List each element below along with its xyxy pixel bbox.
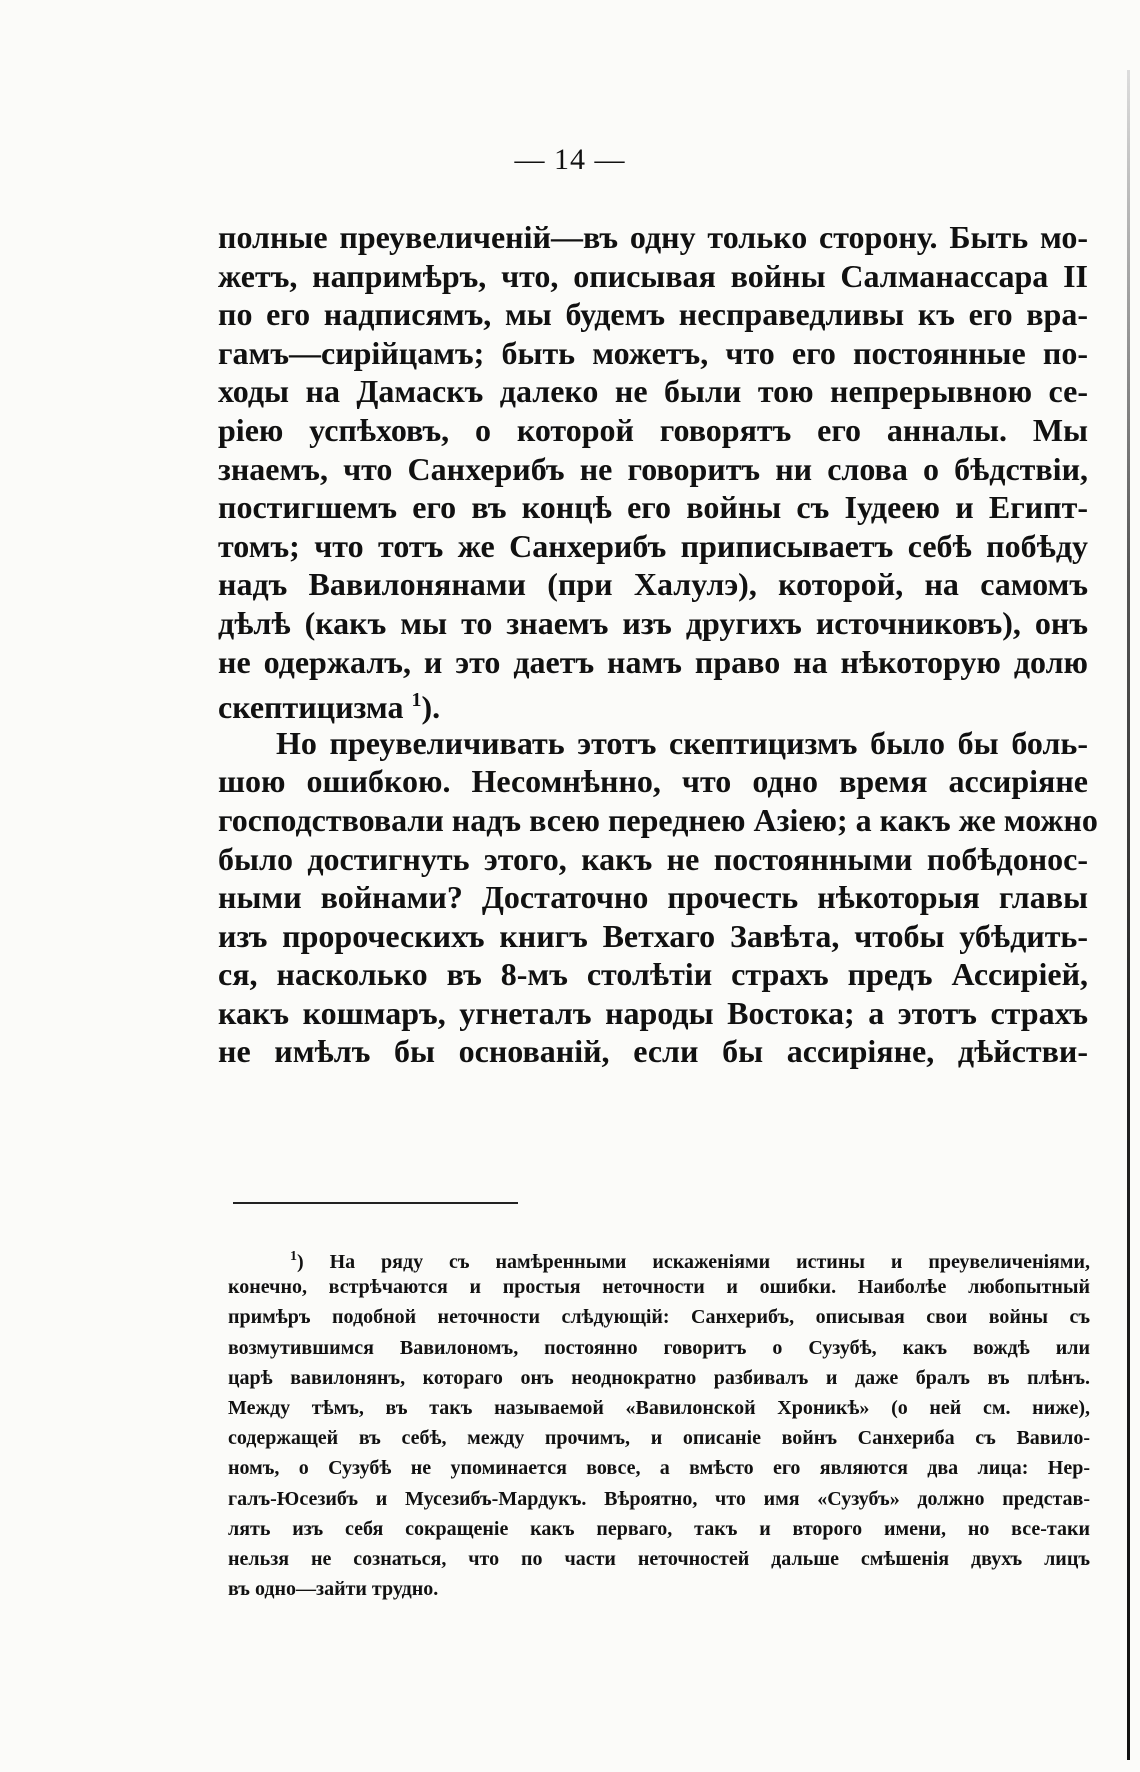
text-line: дѣлѣ (какъ мы то знаемъ изъ другихъ источниковъ), онъ xyxy=(218,604,1088,641)
text-line: ріею успѣховъ, о которой говорятъ его анналы. Мы xyxy=(218,411,1088,448)
text-line: не одержалъ, и это даетъ намъ право на нѣкоторую долю xyxy=(218,643,1088,680)
footnote-line: возмутившимся Вавилономъ, постоянно говоритъ о Сузубѣ, какъ вождѣ или xyxy=(228,1336,1090,1359)
text-line: Но преувеличивать этотъ скептицизмъ было бы боль- xyxy=(276,724,1088,761)
footnote-reference[interactable]: 1 xyxy=(411,689,422,712)
footnote-line-first xyxy=(228,1242,1090,1272)
text-line: изъ пророческихъ книгъ Ветхаго Завѣта, чтобы убѣдить- xyxy=(218,917,1088,954)
text-line: знаемъ, что Санхерибъ не говоритъ ни слова о бѣдствіи, xyxy=(218,450,1088,487)
paragraph-2 xyxy=(218,724,1098,1071)
page-number: — 14 — xyxy=(514,143,626,176)
text-line: гамъ—сирійцамъ; быть можетъ, что его постоянные по- xyxy=(218,334,1088,371)
text-line: полные преувеличеній—въ одну только сторону. Быть мо- xyxy=(218,219,1088,255)
text-line-last xyxy=(218,681,1088,726)
footnote-divider xyxy=(233,1202,518,1204)
text-line: шою ошибкою. Несомнѣнно, что одно время ассиріяне xyxy=(218,763,1088,800)
text-line: какъ кошмаръ, угнеталъ народы Востока; а этотъ страхъ xyxy=(218,994,1088,1031)
footnote-line: нельзя не сознаться, что по части неточностей дальше смѣшенія двухъ лицъ xyxy=(228,1547,1090,1570)
text-line: томъ; что тотъ же Санхерибъ приписываетъ себѣ побѣду xyxy=(218,527,1088,564)
footnote-line-last: въ одно—зайти трудно. xyxy=(228,1578,439,1601)
text-line: не имѣлъ бы основаній, если бы ассиріяне, дѣйстви- xyxy=(218,1033,1088,1070)
footnote xyxy=(228,1242,1090,1604)
text-line: по его надписямъ, мы будемъ несправедливы къ его вра- xyxy=(218,296,1088,333)
text-line: надъ Вавилонянами (при Халулэ), которой, на самомъ xyxy=(218,566,1088,603)
text-fragment: скептицизма xyxy=(218,689,404,726)
text-line: ся, насколько въ 8-мъ столѣтіи страхъ предъ Ассиріей, xyxy=(218,956,1088,993)
footnote-line: лять изъ себя сокращеніе какъ перваго, такъ и второго имени, но все-таки xyxy=(228,1517,1090,1540)
text-line: постигшемъ его въ концѣ его войны съ Іудеею и Египт- xyxy=(218,489,1088,526)
footnote-line: Между тѣмъ, въ такъ называемой «Вавилонской Хроникѣ» (о ней см. ниже), xyxy=(228,1396,1090,1419)
footnote-line: галъ-Юсезибъ и Мусезибъ-Мардукъ. Вѣроятно, что имя «Сузубъ» должно представ- xyxy=(228,1487,1090,1510)
text-line: ными войнами? Достаточно прочесть нѣкоторыя главы xyxy=(218,879,1088,916)
page-edge-shadow xyxy=(1127,70,1130,1760)
footnote-line: примѣръ подобной неточности слѣдующій: Санхерибъ, описывая свои войны съ xyxy=(228,1306,1090,1329)
footnote-line: конечно, встрѣчаются и простыя неточности и ошибки. Наиболѣе любопытный xyxy=(228,1276,1090,1299)
text-fragment: ). xyxy=(421,689,441,726)
footnote-line: содержащей въ себѣ, между прочимъ, и описаніе войнъ Санхериба съ Вавило- xyxy=(228,1427,1090,1450)
text-line: было достигнуть этого, какъ не постоянными побѣдонос- xyxy=(218,840,1088,877)
footnote-text: ) На ряду съ намѣренными искаженіями истины и преувеличеніями, xyxy=(297,1251,1090,1273)
footnote-line: царѣ вавилонянъ, котораго онъ неоднократно разбивалъ и даже бралъ въ плѣнъ. xyxy=(228,1366,1090,1389)
paragraph-1 xyxy=(218,218,1088,726)
body-text xyxy=(218,218,1098,1071)
footnote-marker: 1 xyxy=(290,1249,297,1264)
text-line: господствовали надъ всею переднею Азіею; а какъ же можно xyxy=(218,801,1098,838)
text-line: жетъ, напримѣръ, что, описывая войны Салманассара II xyxy=(218,257,1088,294)
text-line: ходы на Дамаскъ далеко не были тою непрерывною се- xyxy=(218,373,1088,410)
footnote-line: номъ, о Сузубѣ не упоминается вовсе, а вмѣсто его являются два лица: Нер- xyxy=(228,1457,1090,1480)
